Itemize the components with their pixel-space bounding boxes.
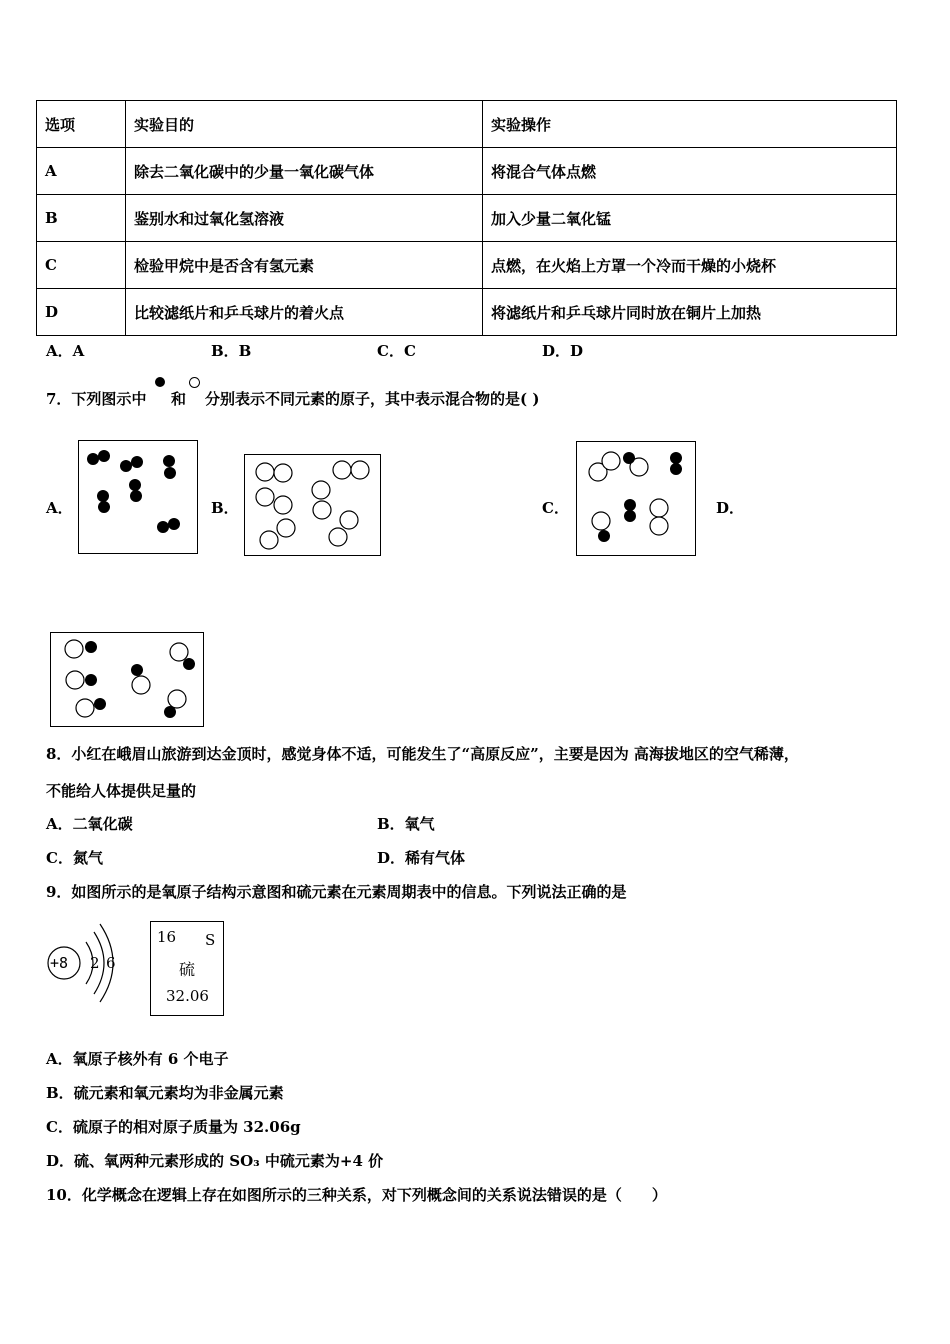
q7-diagram-c xyxy=(576,441,696,556)
molecule-diagram-b xyxy=(245,455,380,555)
row-option: D xyxy=(37,289,126,336)
element-symbol: S xyxy=(205,931,216,949)
shell-1-electrons: 2 xyxy=(90,954,100,972)
row-purpose: 比较滤纸片和乒乓球片的着火点 xyxy=(126,289,483,336)
q8-option-c[interactable]: C．氮气 xyxy=(46,849,103,867)
row-purpose: 除去二氧化碳中的少量一氧化碳气体 xyxy=(126,148,483,195)
table-row xyxy=(37,195,897,242)
q8-stem-line2: 不能给人体提供足量的 xyxy=(46,782,197,800)
q9-option-b[interactable]: B．硫元素和氧元素均为非金属元素 xyxy=(46,1084,284,1102)
q7-stem-part3: 分别表示不同元素的原子，其中表示混合物的是( ) xyxy=(205,390,540,408)
q7-diagram-d xyxy=(50,632,204,727)
row-purpose: 检验甲烷中是否含有氢元素 xyxy=(126,242,483,289)
black-atom-icon xyxy=(154,376,166,388)
q8-option-d[interactable]: D．稀有气体 xyxy=(377,849,466,867)
q7-label-c[interactable]: C． xyxy=(542,499,569,517)
q7-label-b[interactable]: B． xyxy=(211,499,239,517)
row-purpose: 鉴别水和过氧化氢溶液 xyxy=(126,195,483,242)
header-operation: 实验操作 xyxy=(483,101,897,148)
atomic-mass: 32.06 xyxy=(166,987,209,1005)
experiment-table xyxy=(36,100,897,336)
table-row xyxy=(37,242,897,289)
q6-option-b[interactable]: B．B xyxy=(211,342,252,360)
row-operation: 加入少量二氧化锰 xyxy=(483,195,897,242)
header-option: 选项 xyxy=(37,101,126,148)
q7-stem-part1: 7．下列图示中 xyxy=(46,390,147,408)
q9-option-d[interactable]: D．硫、氧两种元素形成的 SO₃ 中硫元素为+4 价 xyxy=(46,1152,384,1170)
q7-diagram-a xyxy=(78,440,198,554)
q10-stem: 10．化学概念在逻辑上存在如图所示的三种关系，对下列概念间的关系说法错误的是（ ） xyxy=(46,1186,667,1204)
white-atom-icon xyxy=(188,376,201,389)
row-operation: 将混合气体点燃 xyxy=(483,148,897,195)
q9-option-c[interactable]: C．硫原子的相对原子质量为 32.06g xyxy=(46,1118,301,1136)
sulfur-element-cell xyxy=(150,921,224,1016)
shell-2-electrons: 6 xyxy=(106,954,116,972)
q9-stem: 9．如图所示的是氧原子结构示意图和硫元素在元素周期表中的信息。下列说法正确的是 xyxy=(46,883,627,901)
q9-option-a[interactable]: A．氧原子核外有 6 个电子 xyxy=(46,1050,229,1068)
row-option: A xyxy=(37,148,126,195)
q8-option-b[interactable]: B．氧气 xyxy=(377,815,435,833)
table-row xyxy=(37,148,897,195)
q6-option-d[interactable]: D．D xyxy=(542,342,584,360)
nucleus-charge: +8 xyxy=(50,954,69,972)
table-row xyxy=(37,289,897,336)
row-operation: 点燃，在火焰上方罩一个冷而干燥的小烧杯 xyxy=(483,242,897,289)
q6-option-c[interactable]: C．C xyxy=(377,342,416,360)
q7-diagram-b xyxy=(244,454,381,556)
table-header-row xyxy=(37,101,897,148)
element-name: 硫 xyxy=(179,960,196,979)
molecule-diagram-c xyxy=(577,442,695,555)
q8-stem-line1: 8．小红在峨眉山旅游到达金顶时，感觉身体不适，可能发生了“高原反应”，主要是因为 高海拔地区的空气稀薄， xyxy=(46,745,799,763)
q7-label-d[interactable]: D． xyxy=(716,499,745,517)
row-operation: 将滤纸片和乒乓球片同时放在铜片上加热 xyxy=(483,289,897,336)
header-purpose: 实验目的 xyxy=(126,101,483,148)
q6-option-a[interactable]: A．A xyxy=(46,342,85,360)
row-option: B xyxy=(37,195,126,242)
q8-option-a[interactable]: A．二氧化碳 xyxy=(46,815,133,833)
atomic-number: 16 xyxy=(157,928,177,946)
q7-stem-part2: 和 xyxy=(171,390,187,408)
q7-label-a[interactable]: A． xyxy=(46,499,73,517)
molecule-diagram-d xyxy=(51,633,203,726)
molecule-diagram-a xyxy=(79,441,197,553)
row-option: C xyxy=(37,242,126,289)
